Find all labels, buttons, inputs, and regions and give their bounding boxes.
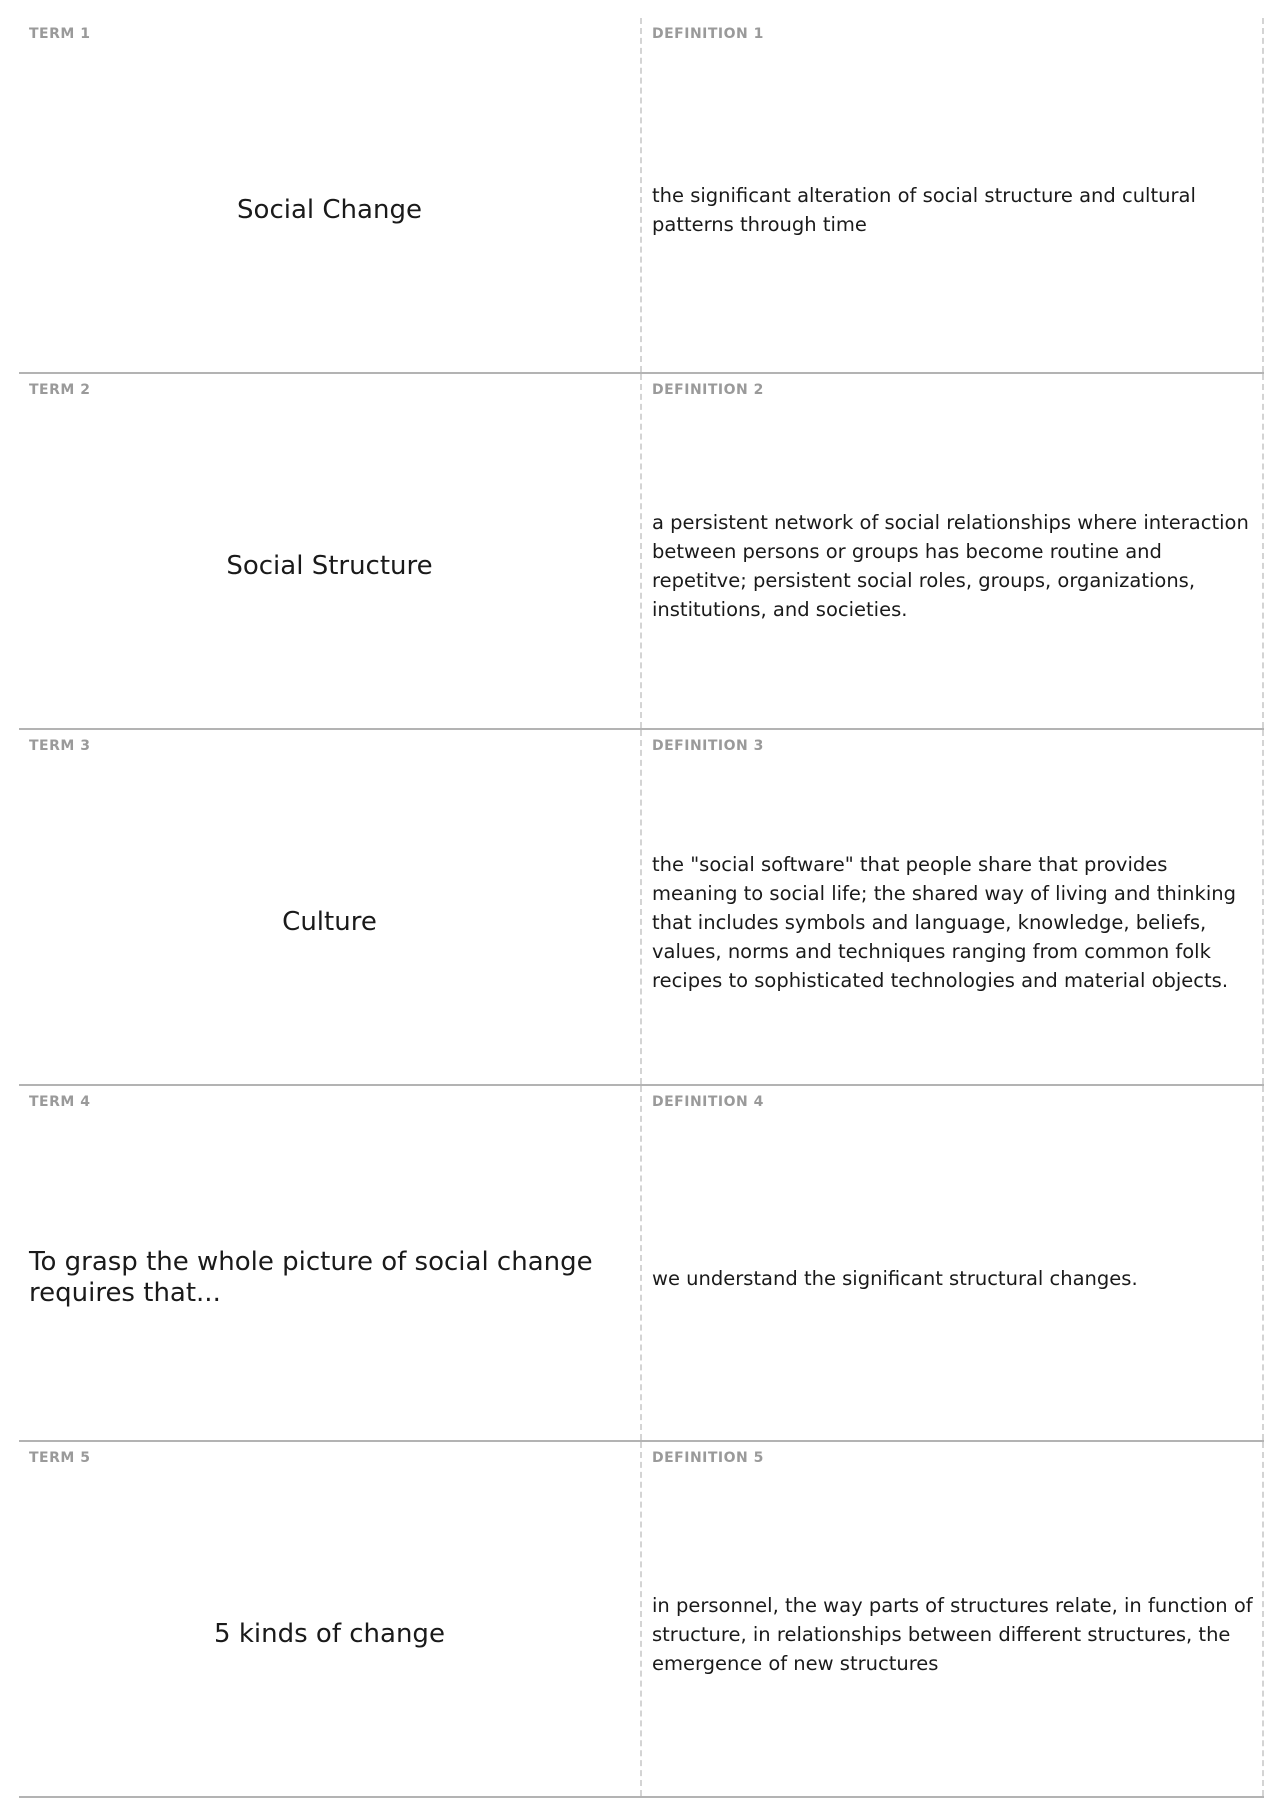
definition-text: in personnel, the way parts of structures relate, in function of structure, in relationships between different structures, the emergence of new structures <box>652 1593 1253 1675</box>
term-cell <box>19 18 642 372</box>
term-text: 5 kinds of change <box>214 1618 445 1649</box>
definition-cell <box>642 1086 1264 1440</box>
flashcard-row-3 <box>19 730 1264 1086</box>
term-body <box>29 404 630 728</box>
term-body <box>29 760 630 1084</box>
term-label: TERM 1 <box>29 26 91 42</box>
definition-text: we understand the significant structural changes. <box>652 1266 1138 1290</box>
definition-body <box>652 404 1254 728</box>
flashcard-row-5 <box>19 1442 1264 1798</box>
term-label: TERM 2 <box>29 382 91 398</box>
term-text: Culture <box>282 906 377 937</box>
definition-cell <box>642 730 1264 1084</box>
term-text: Social Structure <box>226 550 433 581</box>
definition-label: DEFINITION 1 <box>652 26 764 42</box>
definition-label: DEFINITION 5 <box>652 1450 764 1466</box>
definition-body <box>652 48 1254 372</box>
term-cell <box>19 374 642 728</box>
definition-cell <box>642 1442 1264 1796</box>
definition-label: DEFINITION 4 <box>652 1094 764 1110</box>
definition-body <box>652 1472 1254 1796</box>
definition-cell <box>642 374 1264 728</box>
definition-cell <box>642 18 1264 372</box>
flashcard-sheet <box>19 18 1264 1798</box>
term-cell <box>19 730 642 1084</box>
term-label: TERM 4 <box>29 1094 91 1110</box>
term-body <box>29 48 630 372</box>
term-body <box>29 1472 630 1796</box>
term-text: To grasp the whole picture of social change requires that... <box>29 1247 593 1308</box>
definition-body <box>652 1116 1254 1440</box>
definition-text: the significant alteration of social structure and cultural patterns through time <box>652 184 1196 236</box>
flashcard-row-4 <box>19 1086 1264 1442</box>
definition-label: DEFINITION 3 <box>652 738 764 754</box>
term-label: TERM 3 <box>29 738 91 754</box>
term-label: TERM 5 <box>29 1450 91 1466</box>
term-cell <box>19 1086 642 1440</box>
term-text: Social Change <box>237 194 422 225</box>
definition-label: DEFINITION 2 <box>652 382 764 398</box>
term-body <box>29 1116 630 1440</box>
definition-text: the "social software" that people share that provides meaning to social life; the shared way of living and thinking that includes symbols and language, knowledge, beliefs, values, norms and techniques ranging from common folk recipes to sophisticated technologies and material objects. <box>652 852 1236 992</box>
definition-text: a persistent network of social relationships where interaction between persons or groups has become routine and repetitve; persistent social roles, groups, organizations, institutions, and societies. <box>652 511 1249 621</box>
flashcard-row-2 <box>19 374 1264 730</box>
definition-body <box>652 760 1254 1084</box>
term-cell <box>19 1442 642 1796</box>
flashcard-row-1 <box>19 18 1264 374</box>
